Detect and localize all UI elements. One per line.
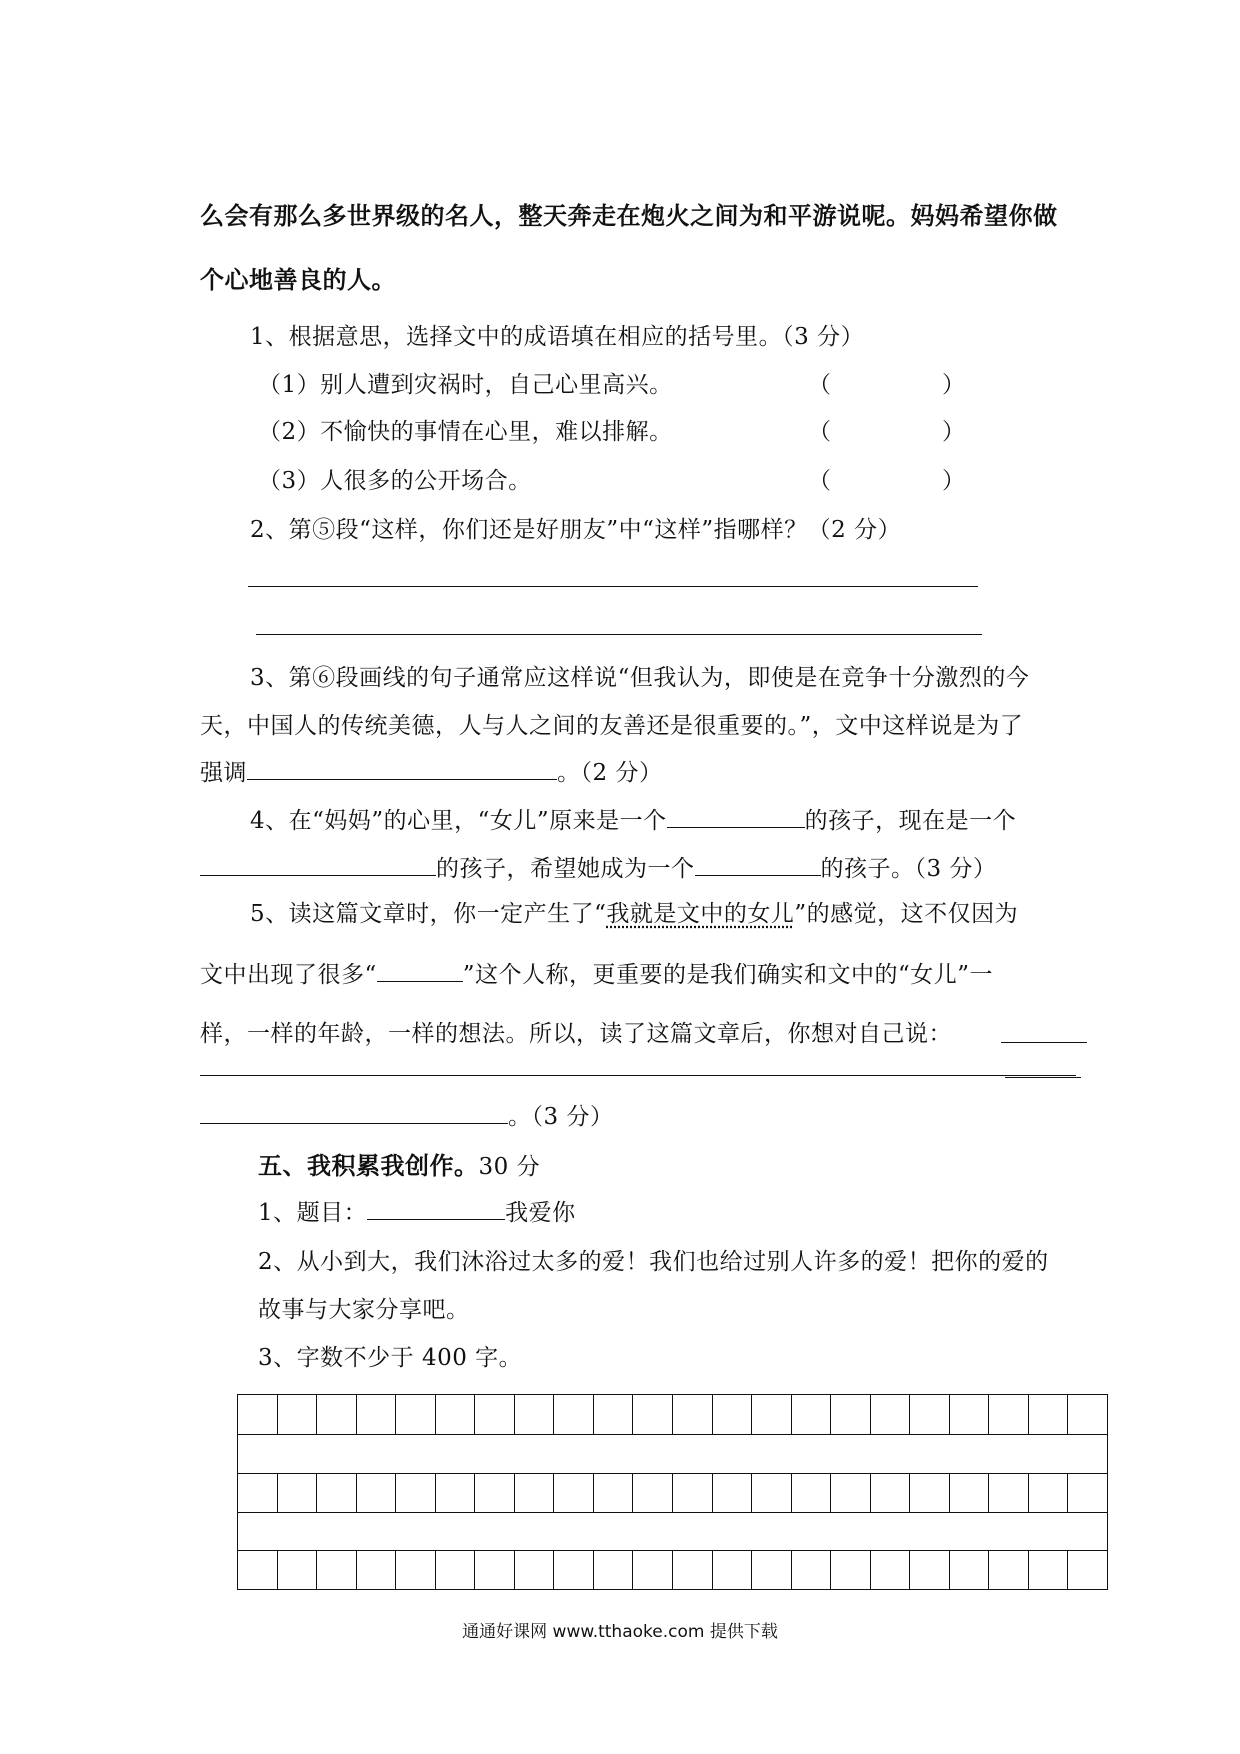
grid-cell[interactable]: [871, 1550, 911, 1589]
q5-pronoun-blank[interactable]: [377, 959, 463, 982]
grid-cell[interactable]: [831, 1473, 871, 1512]
section-5-item-1-prefix: 1、题目：: [258, 1200, 368, 1226]
grid-cell[interactable]: [515, 1473, 555, 1512]
q4-line-2: [200, 850, 996, 883]
grid-cell[interactable]: [554, 1395, 594, 1434]
grid-row-1[interactable]: [238, 1395, 1107, 1434]
q3-emphasis-blank[interactable]: [247, 757, 557, 780]
grid-cell[interactable]: [950, 1473, 990, 1512]
section-5-title: 五、我积累我创作。: [258, 1152, 479, 1180]
grid-cell[interactable]: [317, 1473, 357, 1512]
q1-item-3: （3）人很多的公开场合。: [258, 468, 532, 494]
grid-cell[interactable]: [752, 1550, 792, 1589]
grid-cell[interactable]: [436, 1395, 476, 1434]
section-5-item-2-line-1: 2、从小到大，我们沐浴过太多的爱！我们也给过别人许多的爱！把你的爱的: [258, 1249, 1049, 1275]
section-5-points: 30 分: [478, 1154, 541, 1180]
grid-cell[interactable]: [1068, 1473, 1107, 1512]
q4-current-blank[interactable]: [200, 853, 436, 876]
grid-cell[interactable]: [633, 1473, 673, 1512]
section-5-item-2-line-2: 故事与大家分享吧。: [258, 1297, 470, 1323]
grid-cell[interactable]: [752, 1395, 792, 1434]
grid-cell[interactable]: [554, 1550, 594, 1589]
grid-cell[interactable]: [594, 1473, 634, 1512]
q4-line-1: [250, 802, 1016, 835]
passage-line-2: 个心地善良的人。: [200, 266, 396, 294]
q5-line-5-suffix: 。（3 分）: [508, 1104, 614, 1130]
grid-cell[interactable]: [633, 1550, 673, 1589]
q5-line-1-a: 5、读这篇文章时，你一定产生了“: [250, 901, 607, 927]
grid-cell[interactable]: [475, 1473, 515, 1512]
grid-cell[interactable]: [713, 1395, 753, 1434]
grid-cell[interactable]: [396, 1550, 436, 1589]
q2-stem: 2、第⑤段“这样，你们还是好朋友”中“这样”指哪样？（2 分）: [250, 517, 902, 543]
grid-cell[interactable]: [238, 1473, 278, 1512]
grid-cell[interactable]: [1029, 1395, 1069, 1434]
grid-cell[interactable]: [1029, 1473, 1069, 1512]
grid-cell[interactable]: [871, 1473, 911, 1512]
q5-line-2: [200, 956, 993, 989]
q5-answer-line-2[interactable]: [200, 1075, 1076, 1076]
grid-cell[interactable]: [673, 1395, 713, 1434]
grid-cell[interactable]: [792, 1550, 832, 1589]
grid-cell[interactable]: [713, 1473, 753, 1512]
grid-cell[interactable]: [475, 1395, 515, 1434]
grid-cell[interactable]: [554, 1473, 594, 1512]
grid-cell[interactable]: [989, 1395, 1029, 1434]
grid-cell[interactable]: [594, 1550, 634, 1589]
grid-cell[interactable]: [475, 1550, 515, 1589]
section-5-item-3: 3、字数不少于 400 字。: [258, 1345, 523, 1371]
writing-grid[interactable]: [237, 1394, 1108, 1590]
grid-cell[interactable]: [278, 1473, 318, 1512]
grid-cell[interactable]: [1029, 1550, 1069, 1589]
q5-line-2-a: 文中出现了很多“: [200, 962, 377, 988]
grid-cell[interactable]: [910, 1395, 950, 1434]
grid-divider: [238, 1512, 1107, 1513]
q5-line-2-b: ”这个人称，更重要的是我们确实和文中的“女儿”一: [462, 962, 994, 988]
grid-cell[interactable]: [594, 1395, 634, 1434]
q4-line-2-a: 的孩子，希望她成为一个: [436, 856, 695, 882]
q1-item-1-open-paren: （: [808, 372, 831, 398]
grid-row-3[interactable]: [238, 1550, 1107, 1589]
q5-line-5: [200, 1098, 613, 1131]
q5-line-1-b: ”的感觉，这不仅因为: [794, 901, 1019, 927]
grid-cell[interactable]: [713, 1550, 753, 1589]
passage-line-1: 么会有那么多世界级的名人，整天奔走在炮火之间为和平游说呢。妈妈希望你做: [200, 202, 1058, 230]
grid-cell[interactable]: [792, 1395, 832, 1434]
section-5-item-1-suffix: 我爱你: [505, 1200, 576, 1226]
q5-answer-line-2b[interactable]: [1005, 1077, 1081, 1078]
grid-row-2[interactable]: [238, 1473, 1107, 1512]
q3-line-2: 天，中国人的传统美德，人与人之间的友善还是很重要的。”，文中这样说是为了: [200, 713, 1024, 739]
q1-item-2-open-paren: （: [808, 419, 831, 445]
grid-cell[interactable]: [238, 1550, 278, 1589]
q3-line-3-suffix: 。（2 分）: [557, 760, 663, 786]
section-5-heading: [258, 1146, 540, 1181]
grid-cell[interactable]: [396, 1473, 436, 1512]
grid-cell[interactable]: [673, 1473, 713, 1512]
q5-line-1: [250, 895, 1018, 928]
q1-item-3-open-paren: （: [808, 468, 831, 494]
q2-answer-line-1[interactable]: [248, 586, 978, 587]
grid-cell[interactable]: [278, 1550, 318, 1589]
grid-cell[interactable]: [238, 1395, 278, 1434]
grid-cell[interactable]: [673, 1550, 713, 1589]
grid-cell[interactable]: [1068, 1550, 1107, 1589]
q5-dotted-phrase: 我就是文中的女儿: [606, 901, 795, 927]
grid-divider: [238, 1434, 1107, 1435]
grid-cell[interactable]: [910, 1473, 950, 1512]
q4-line-2-b: 的孩子。（3 分）: [820, 856, 997, 882]
grid-cell[interactable]: [831, 1395, 871, 1434]
q1-stem: 1、根据意思，选择文中的成语填在相应的括号里。（3 分）: [250, 324, 865, 350]
q1-item-2: （2）不愉快的事情在心里，难以排解。: [258, 419, 673, 445]
page-footer: 通通好课网 www.tthaoke.com 提供下载: [462, 1622, 778, 1642]
essay-title-blank[interactable]: [367, 1197, 505, 1220]
grid-cell[interactable]: [357, 1473, 397, 1512]
grid-cell[interactable]: [989, 1473, 1029, 1512]
grid-cell[interactable]: [396, 1395, 436, 1434]
q3-line-3-prefix: 强调: [200, 760, 247, 786]
q3-line-3: [200, 754, 662, 787]
grid-cell[interactable]: [357, 1395, 397, 1434]
grid-cell[interactable]: [633, 1395, 673, 1434]
grid-cell[interactable]: [515, 1550, 555, 1589]
grid-cell[interactable]: [871, 1395, 911, 1434]
q1-item-2-close-paren: ）: [942, 419, 965, 445]
q4-original-blank[interactable]: [667, 805, 805, 828]
grid-cell[interactable]: [831, 1550, 871, 1589]
q5-answer-line-1[interactable]: [1001, 1042, 1087, 1043]
grid-cell[interactable]: [792, 1473, 832, 1512]
grid-cell[interactable]: [436, 1473, 476, 1512]
q3-line-1: 3、第⑥段画线的句子通常应这样说“但我认为，即使是在竞争十分激烈的今: [250, 665, 1030, 691]
q4-line-1-a: 4、在“妈妈”的心里，“女儿”原来是一个: [250, 808, 667, 834]
q4-hope-blank[interactable]: [695, 853, 821, 876]
grid-cell[interactable]: [989, 1550, 1029, 1589]
q1-item-1-close-paren: ）: [942, 372, 965, 398]
grid-cell[interactable]: [752, 1473, 792, 1512]
q4-line-1-b: 的孩子，现在是一个: [804, 808, 1017, 834]
grid-cell[interactable]: [950, 1395, 990, 1434]
q5-answer-blank-3[interactable]: [200, 1101, 508, 1124]
grid-cell[interactable]: [278, 1395, 318, 1434]
grid-cell[interactable]: [950, 1550, 990, 1589]
grid-cell[interactable]: [436, 1550, 476, 1589]
q2-answer-line-2[interactable]: [256, 634, 982, 635]
grid-cell[interactable]: [317, 1550, 357, 1589]
q5-line-3: 样，一样的年龄，一样的想法。所以，读了这篇文章后，你想对自己说：: [200, 1021, 952, 1047]
q1-item-1: （1）别人遭到灾祸时，自己心里高兴。: [258, 372, 673, 398]
grid-cell[interactable]: [317, 1395, 357, 1434]
grid-cell[interactable]: [515, 1395, 555, 1434]
grid-cell[interactable]: [1068, 1395, 1107, 1434]
section-5-item-1: [258, 1194, 576, 1227]
grid-cell[interactable]: [357, 1550, 397, 1589]
grid-cell[interactable]: [910, 1550, 950, 1589]
q1-item-3-close-paren: ）: [942, 468, 965, 494]
